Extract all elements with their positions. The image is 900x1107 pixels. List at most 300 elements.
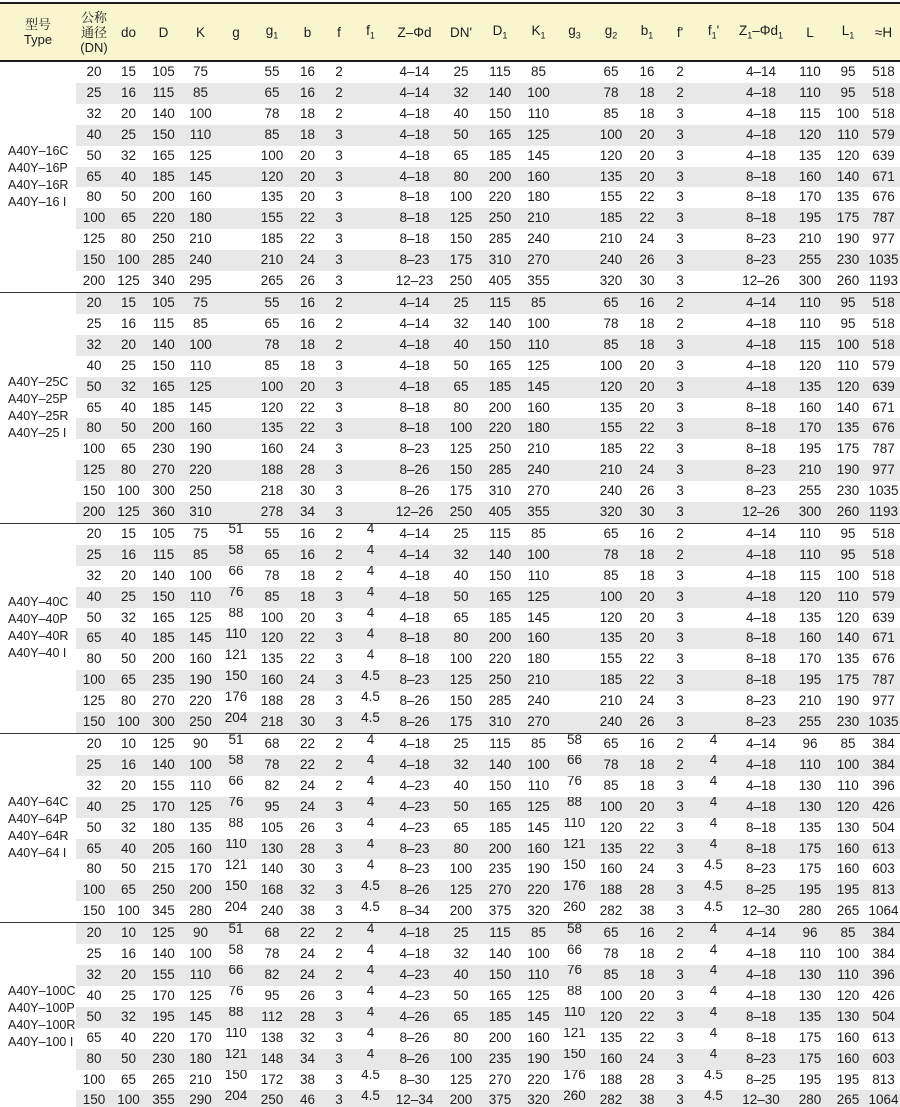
cell-g3	[557, 314, 592, 335]
cell-z1-phid1: 4–18	[731, 545, 791, 566]
cell-h: 671	[867, 628, 900, 649]
cell-g1: 265	[260, 273, 284, 289]
cell-g2: 100	[592, 125, 630, 146]
cell-f-prime: 3	[676, 651, 684, 667]
cell-d1: 220	[488, 189, 512, 205]
cell-g2: 160	[592, 1049, 630, 1070]
cell-f1: 4	[354, 797, 387, 818]
cell-k1: 110	[527, 105, 550, 121]
cell-k1: 100	[527, 315, 550, 331]
cell-dn: 40	[76, 587, 112, 608]
cell-k1: 145	[527, 147, 550, 163]
cell-dn: 125	[82, 231, 106, 247]
cell-dn: 40	[86, 357, 102, 373]
cell-d1: 185	[480, 1007, 520, 1028]
cell-z-phid: 4–14	[387, 83, 442, 104]
cell-g: 58	[228, 944, 244, 957]
cell-g2: 210	[599, 693, 623, 709]
cell-l: 120	[791, 125, 829, 146]
cell-z1-phid1: 8–18	[731, 670, 791, 691]
cell-do: 16	[112, 83, 145, 104]
cell-k: 170	[189, 1029, 212, 1045]
cell-d1: 235	[488, 861, 512, 877]
cell-g2: 240	[592, 250, 630, 271]
cell-d: 155	[152, 777, 175, 793]
cell-d: 115	[145, 83, 182, 104]
cell-d: 105	[145, 292, 182, 313]
cell-g1: 95	[253, 797, 291, 818]
cell-b: 26	[299, 987, 316, 1003]
cell-h: 518	[867, 545, 900, 566]
table-row	[0, 608, 900, 629]
cell-d1: 250	[480, 670, 520, 691]
cell-g2: 135	[592, 167, 630, 188]
cell-k1: 100	[527, 946, 550, 962]
table-row	[0, 418, 900, 439]
cell-g3	[557, 187, 592, 208]
cell-f1-prime	[696, 104, 731, 125]
cell-d: 200	[145, 418, 182, 439]
cell-f-prime: 3	[664, 250, 696, 271]
cell-l: 115	[799, 567, 821, 583]
cell-h: 671	[867, 167, 900, 188]
cell-f-prime: 3	[664, 1049, 696, 1070]
cell-b1: 20	[630, 628, 664, 649]
cell-f1-prime	[696, 187, 731, 208]
cell-g1: 85	[264, 357, 280, 373]
cell-f1: 4	[366, 775, 375, 789]
cell-g2: 282	[592, 1090, 630, 1107]
cell-z-phid: 8–23	[387, 839, 442, 860]
cell-do: 50	[120, 189, 137, 205]
table-body	[0, 61, 900, 1107]
cell-dn2: 200	[442, 1090, 480, 1107]
cell-b: 20	[299, 189, 316, 205]
cell-k1: 210	[520, 208, 557, 229]
cell-g: 76	[219, 587, 253, 608]
cell-h: 1193	[867, 502, 900, 523]
cell-g3: 176	[563, 1069, 586, 1082]
col-header-d1: $D_1$	[480, 3, 520, 61]
cell-do: 20	[112, 335, 145, 356]
cell-l: 96	[791, 923, 829, 944]
cell-k1: 210	[520, 670, 557, 691]
cell-d: 105	[145, 523, 182, 544]
cell-d1: 250	[488, 441, 512, 457]
cell-b: 18	[299, 105, 316, 121]
cell-g: 66	[228, 565, 244, 579]
cell-b: 22	[291, 734, 324, 755]
cell-k1: 240	[527, 231, 550, 247]
cell-g3	[557, 125, 592, 146]
cell-d: 125	[145, 734, 182, 755]
cell-f-prime: 3	[676, 987, 684, 1003]
table-row	[0, 292, 900, 313]
cell-g2: 155	[599, 189, 623, 205]
cell-g1: 78	[253, 335, 291, 356]
cell-dn: 80	[86, 189, 102, 205]
table-row	[0, 776, 900, 797]
cell-b: 16	[291, 292, 324, 313]
cell-d: 165	[152, 147, 175, 163]
table-row	[0, 460, 900, 481]
cell-d1: 200	[480, 628, 520, 649]
cell-d: 185	[145, 167, 182, 188]
table-row	[0, 859, 900, 880]
cell-dn: 32	[86, 105, 102, 121]
cell-g2: 100	[592, 587, 630, 608]
type-label: A40Y–100C	[8, 984, 76, 999]
cell-l1: 140	[829, 628, 867, 649]
cell-dn2: 32	[442, 83, 480, 104]
cell-f-prime: 3	[676, 147, 684, 163]
cell-b: 18	[299, 567, 316, 583]
cell-z1-phid1: 8–25	[745, 1071, 777, 1087]
cell-l: 130	[798, 987, 822, 1003]
cell-dn: 40	[86, 987, 102, 1003]
cell-g2: 78	[603, 315, 619, 331]
cell-do: 50	[120, 651, 137, 667]
col-header-g: g	[219, 3, 253, 61]
cell-dn2: 50	[442, 587, 480, 608]
cell-l1: 260	[829, 502, 867, 523]
cell-z1-phid1: 4–18	[731, 335, 791, 356]
cell-f1: 4	[354, 1049, 387, 1070]
cell-b1: 16	[630, 523, 664, 544]
cell-g3: 110	[557, 1007, 592, 1028]
cell-b: 24	[299, 777, 316, 793]
cell-d: 185	[152, 399, 175, 415]
cell-g1: 135	[253, 418, 291, 439]
cell-z-phid: 4–18	[387, 377, 442, 398]
cell-dn: 80	[76, 418, 112, 439]
cell-f-prime: 3	[664, 377, 696, 398]
cell-do: 40	[112, 167, 145, 188]
cell-h: 1035	[867, 250, 900, 271]
cell-dn2: 80	[442, 839, 480, 860]
cell-f1-prime	[696, 335, 731, 356]
type-cell	[0, 923, 76, 1107]
table-row	[0, 923, 900, 944]
cell-do: 65	[120, 1071, 137, 1087]
cell-g3	[557, 104, 592, 125]
cell-f-prime: 3	[664, 712, 696, 733]
cell-z1-phid1: 4–18	[745, 315, 777, 331]
cell-g1: 172	[260, 1071, 284, 1087]
cell-dn2: 80	[442, 628, 480, 649]
cell-b: 32	[291, 880, 324, 901]
cell-b: 34	[291, 1049, 324, 1070]
type-label: A40Y–40R	[8, 629, 69, 644]
cell-do: 25	[120, 357, 137, 373]
cell-b1: 26	[630, 250, 664, 271]
cell-g2: 78	[592, 83, 630, 104]
cell-g: 110	[219, 839, 253, 860]
cell-z1-phid1: 8–18	[731, 167, 791, 188]
cell-d1: 150	[488, 777, 512, 793]
type-label: A40Y–16R	[8, 177, 69, 192]
cell-k1: 110	[520, 965, 557, 986]
cell-z-phid: 4–23	[399, 777, 430, 793]
cell-d: 270	[152, 693, 175, 709]
cell-dn: 32	[76, 335, 112, 356]
cell-b1: 18	[639, 105, 655, 121]
table-row	[0, 398, 900, 419]
cell-g1: 155	[253, 208, 291, 229]
cell-f1-prime	[696, 460, 731, 481]
cell-dn: 50	[86, 609, 102, 625]
cell-l: 160	[798, 399, 822, 415]
cell-z-phid: 12–23	[395, 273, 434, 289]
cell-f: 3	[324, 797, 354, 818]
cell-g3	[557, 271, 592, 292]
cell-g: 150	[219, 670, 253, 691]
cell-g1: 95	[264, 987, 280, 1003]
cell-g1: 160	[253, 670, 291, 691]
table-row	[0, 1049, 900, 1070]
cell-b: 16	[299, 315, 316, 331]
cell-l1: 95	[829, 83, 867, 104]
cell-b1: 20	[630, 797, 664, 818]
cell-b: 24	[291, 797, 324, 818]
cell-do: 50	[112, 418, 145, 439]
cell-z-phid: 4–18	[399, 147, 430, 163]
cell-g3: 58	[557, 734, 592, 755]
cell-f-prime: 3	[664, 335, 696, 356]
cell-b1: 28	[630, 880, 664, 901]
cell-b1: 20	[639, 609, 655, 625]
cell-f-prime: 3	[664, 460, 696, 481]
cell-f: 3	[324, 460, 354, 481]
cell-g2: 100	[592, 797, 630, 818]
cell-k1: 145	[520, 377, 557, 398]
cell-k: 295	[189, 273, 212, 289]
cell-dn2: 32	[453, 946, 469, 962]
cell-g1: 82	[264, 777, 280, 793]
cell-b1: 16	[630, 923, 664, 944]
cell-f1	[354, 208, 387, 229]
cell-d: 140	[145, 335, 182, 356]
cell-d: 215	[152, 861, 175, 877]
cell-d: 205	[145, 839, 182, 860]
cell-l1: 95	[829, 292, 867, 313]
table-row	[0, 167, 900, 188]
cell-g3: 121	[557, 839, 592, 860]
cell-z-phid: 4–18	[399, 357, 430, 373]
cell-h: 1064	[868, 903, 899, 919]
cell-f-prime: 2	[676, 946, 684, 962]
cell-b: 20	[291, 377, 324, 398]
cell-dn: 65	[76, 628, 112, 649]
cell-do: 50	[112, 1049, 145, 1070]
cell-b1: 24	[630, 460, 664, 481]
cell-f-prime: 3	[676, 1071, 684, 1087]
cell-dn2: 25	[442, 523, 480, 544]
cell-b1: 22	[639, 189, 655, 205]
cell-h: 504	[867, 1007, 900, 1028]
cell-k1: 240	[527, 693, 550, 709]
dn-label-line2: 通径	[80, 24, 107, 40]
cell-l1: 100	[829, 755, 867, 776]
cell-g3: 58	[557, 923, 592, 944]
cell-z-phid: 8–23	[399, 861, 430, 877]
cell-f: 3	[335, 231, 343, 247]
cell-f1: 4	[366, 944, 375, 957]
cell-g3	[557, 398, 592, 419]
type-label: A40Y–25C	[8, 374, 69, 389]
cell-k1: 270	[527, 483, 550, 499]
cell-g2: 155	[599, 651, 623, 667]
cell-f1: 4	[366, 859, 375, 872]
cell-b1: 22	[630, 418, 664, 439]
cell-z1-phid1: 8–23	[745, 861, 777, 877]
cell-d: 230	[145, 1049, 182, 1070]
cell-l: 175	[798, 861, 822, 877]
cell-g3	[557, 460, 592, 481]
cell-dn2: 100	[442, 418, 480, 439]
cell-g2: 240	[599, 483, 623, 499]
cell-z-phid: 8–30	[399, 1071, 430, 1087]
cell-k: 280	[189, 903, 212, 919]
cell-do: 25	[112, 797, 145, 818]
col-header-f1: $f_1$	[354, 3, 387, 61]
cell-z1-phid1: 12–26	[731, 502, 791, 523]
cell-do: 65	[112, 670, 145, 691]
cell-g1: 55	[264, 64, 280, 79]
type-label: A40Y–40 I	[8, 646, 67, 661]
cell-d1: 310	[480, 250, 520, 271]
cell-d: 195	[145, 1007, 182, 1028]
cell-g2: 65	[592, 923, 630, 944]
type-label: A40Y–16 I	[8, 194, 67, 209]
table-row	[0, 146, 900, 167]
cell-g1: 112	[253, 1007, 291, 1028]
cell-h: 676	[872, 189, 895, 205]
cell-g: 66	[219, 965, 253, 986]
cell-l: 96	[791, 734, 829, 755]
cell-g2: 282	[599, 903, 623, 919]
cell-f1-prime: 4	[709, 944, 718, 957]
cell-g2: 135	[599, 1029, 623, 1045]
cell-d1: 405	[480, 502, 520, 523]
cell-d: 360	[145, 502, 182, 523]
table-row	[0, 439, 900, 460]
cell-f1-prime: 4	[696, 965, 731, 986]
cell-z1-phid1: 4–18	[745, 567, 777, 583]
cell-f: 3	[324, 1090, 354, 1107]
cell-d: 125	[145, 923, 182, 944]
cell-g2: 65	[603, 64, 619, 79]
cell-dn: 40	[76, 125, 112, 146]
cell-k1: 85	[520, 523, 557, 544]
cell-g2: 120	[592, 1007, 630, 1028]
cell-g3: 121	[563, 1027, 586, 1041]
cell-l1: 140	[829, 167, 867, 188]
cell-l1: 135	[836, 189, 860, 205]
cell-b1: 18	[639, 315, 655, 331]
cell-d: 265	[152, 1071, 175, 1087]
cell-f: 3	[324, 502, 354, 523]
cell-b1: 26	[630, 712, 664, 733]
cell-l: 160	[791, 628, 829, 649]
cell-g3	[557, 292, 592, 313]
cell-f: 2	[324, 734, 354, 755]
cell-d: 200	[152, 189, 175, 205]
table-row	[0, 1070, 900, 1091]
cell-z1-phid1: 8–18	[731, 418, 791, 439]
cell-l: 210	[798, 693, 822, 709]
cell-f-prime: 2	[664, 523, 696, 544]
cell-dn2: 150	[442, 460, 480, 481]
cell-f-prime: 3	[676, 567, 684, 583]
cell-do: 50	[120, 861, 137, 877]
cell-b: 30	[299, 861, 316, 877]
cell-f1	[354, 167, 387, 188]
cell-f-prime: 3	[676, 189, 684, 205]
cell-f-prime: 3	[676, 609, 684, 625]
table-row	[0, 691, 900, 712]
type-label: A40Y–25P	[8, 391, 68, 406]
cell-f: 3	[335, 903, 343, 919]
cell-h: 813	[872, 1071, 895, 1087]
cell-dn2: 250	[449, 273, 473, 289]
cell-k: 220	[189, 693, 212, 709]
table-row	[0, 670, 900, 691]
cell-f1	[354, 83, 387, 104]
cell-f: 3	[324, 1007, 354, 1028]
cell-z-phid: 4–18	[387, 167, 442, 188]
type-label: A40Y–64 I	[8, 846, 67, 861]
cell-k1: 180	[527, 651, 550, 667]
table-row	[0, 566, 900, 587]
cell-l1: 160	[836, 1029, 860, 1045]
valve-dimension-table	[0, 2, 900, 1107]
cell-dn: 20	[86, 64, 102, 79]
cell-g3	[557, 502, 592, 523]
cell-f1: 4	[354, 923, 387, 944]
cell-h: 579	[872, 357, 895, 373]
cell-d1: 150	[480, 335, 520, 356]
cell-k: 110	[189, 357, 212, 373]
cell-f1-prime	[696, 712, 731, 733]
col-header-b: b	[291, 3, 324, 61]
cell-l: 110	[791, 545, 829, 566]
cell-d1: 310	[480, 712, 520, 733]
cell-f1: 4	[354, 839, 387, 860]
cell-l1: 100	[836, 567, 860, 583]
cell-z-phid: 4–18	[387, 923, 442, 944]
cell-b: 28	[291, 839, 324, 860]
cell-d: 285	[145, 250, 182, 271]
cell-dn: 50	[76, 377, 112, 398]
type-cell	[0, 292, 76, 523]
cell-f1	[354, 61, 387, 83]
cell-f: 3	[335, 693, 343, 709]
cell-l: 255	[798, 483, 822, 499]
cell-h: 613	[867, 839, 900, 860]
cell-l: 210	[798, 231, 822, 247]
table-row	[0, 523, 900, 544]
cell-l: 170	[798, 189, 822, 205]
cell-g1: 188	[260, 693, 284, 709]
cell-f1	[354, 418, 387, 439]
cell-g1: 160	[260, 441, 284, 457]
cell-f: 2	[335, 777, 343, 793]
cell-h: 1035	[867, 712, 900, 733]
cell-d: 250	[145, 880, 182, 901]
cell-do: 80	[120, 693, 137, 709]
cell-f: 2	[335, 105, 343, 121]
